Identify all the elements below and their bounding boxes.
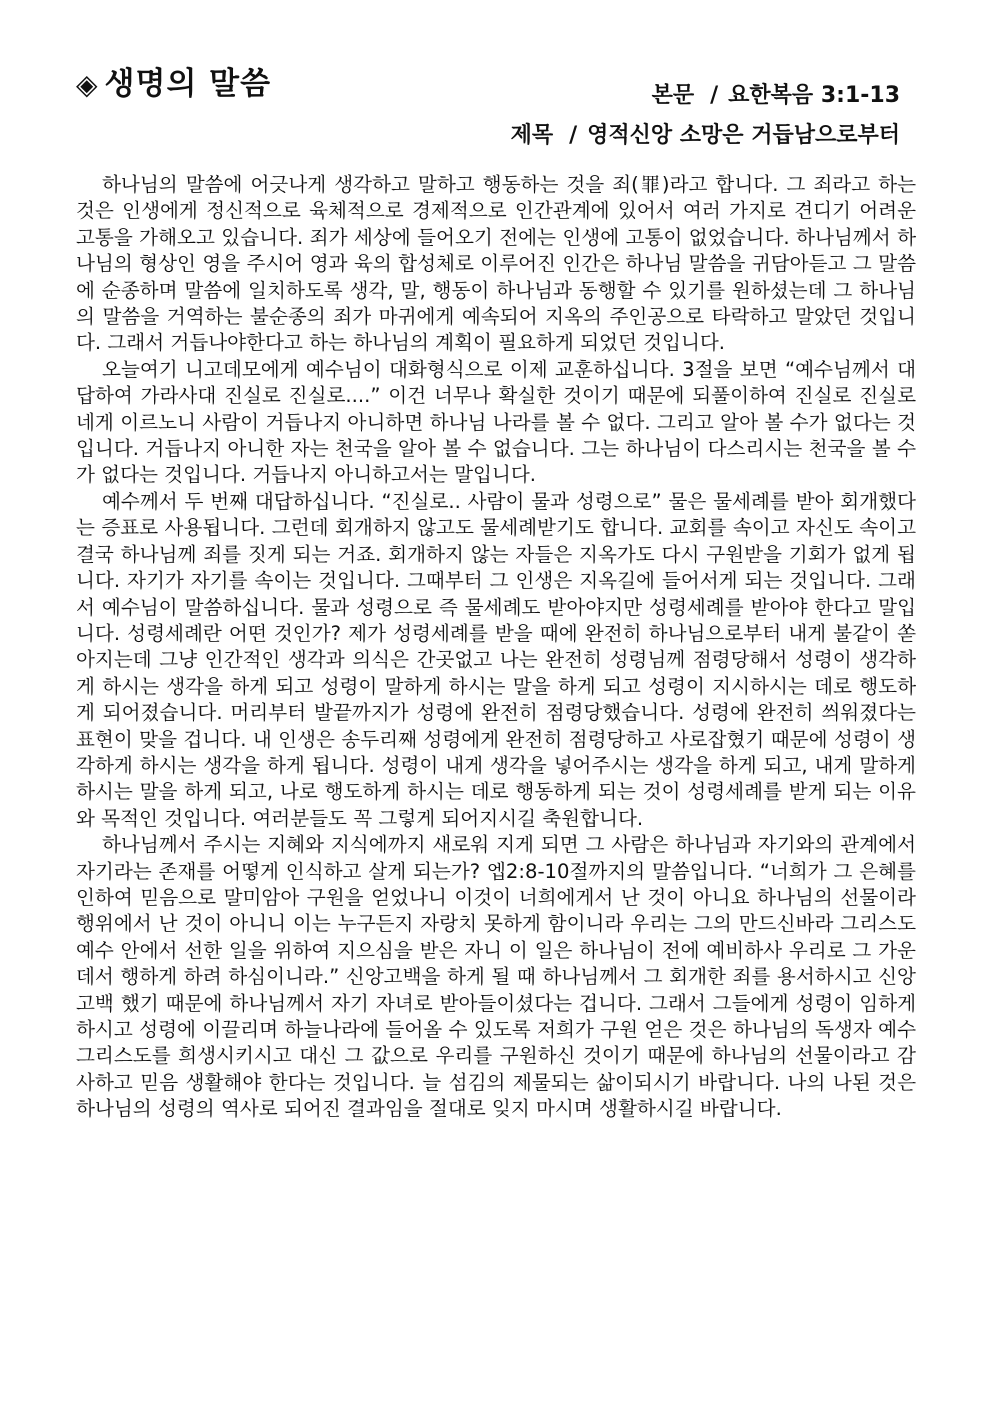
passage-value: 요한복음 3:1-13 <box>728 83 900 108</box>
scripture-passage <box>652 78 900 109</box>
passage-label: 본문 <box>651 83 695 108</box>
paragraph-1: 하나님의 말씀에 어긋나게 생각하고 말하고 행동하는 것을 죄(罪)라고 합니다. 그 죄라고 하는 것은 인생에게 정신적으로 육체적으로 경제적으로 인간관계에 있어서 여러 가지로 견디기 어려운 고통을 가해오고 있습니다. 죄가 세상에 들어오기 전에는 인생에 고통이 없었습니다. 하나님께서 하나님의 형상인 영을 주시어 영과 육의 합성체로 이루어진 인간은 하나님 말씀을 귀담아듣고 그 말씀에 순종하며 말씀에 일치하도록 생각, 말, 행동이 하나님과 동행할 수 있기를 원하셨는데 그 하나님의 말씀을 거역하는 불순종의 죄가 마귀에게 예속되어 지옥의 주인공으로 타락하고 말았던 것입니다. 그래서 거듭나야한다고 하는 하나님의 계획이 필요하게 되었던 것입니다. <box>76 173 916 355</box>
subject-value: 영적신앙 소망은 거듭남으로부터 <box>587 123 900 148</box>
paragraph-3: 예수께서 두 번째 대답하십니다. “진실로.. 사람이 물과 성령으로” 물은 물세례를 받아 회개했다는 증표로 사용됩니다. 그런데 회개하지 않고도 물세례받기도 합니다. 교회를 속이고 자신도 속이고 결국 하나님께 죄를 짓게 되는 거죠. 회개하지 않는 자들은 지옥가도 다시 구원받을 기회가 없게 됩니다. 자기가 자기를 속이는 것입니다. 그때부터 그 인생은 지옥길에 들어서게 되는 것입니다. 그래서 예수님이 말씀하십니다. 물과 성령으로 즉 물세례도 받아야지만 성령세례를 받아야 한다고 말입니다. 성령세례란 어떤 것인가? 제가 성령세례를 받을 때에 완전히 하나님으로부터 내게 불같이 쏟아지는데 그냥 인간적인 생각과 의식은 간곳없고 나는 완전히 성령님께 점령당해서 성령이 생각하게 하시는 생각을 하게 되고 성령이 말하게 하시는 말을 하게 되고 성령이 지시하시는 데로 행도하게 되어졌습니다. 머리부터 발끝까지가 성령에 완전히 점령당했습니다. 성령에 완전히 씌워졌다는 표현이 맞을 겁니다. 내 인생은 송두리째 성령에게 완전히 점령당하고 사로잡혔기 때문에 성령이 생각하게 하시는 생각을 하게 됩니다. 성령이 내게 생각을 넣어주시는 생각을 하게 되고, 내게 말하게 하시는 말을 하게 되고, 나로 행도하게 하시는 데로 행동하게 되는 것이 성령세례를 받게 되는 이유와 목적인 것입니다. 여러분들도 꼭 그렇게 되어지시길 축원합니다. <box>76 489 916 830</box>
document-title <box>76 58 271 103</box>
sermon-subject <box>511 118 900 149</box>
diamond-icon: ◈ <box>76 68 99 101</box>
subject-separator: / <box>569 123 578 148</box>
paragraph-4: 하나님께서 주시는 지혜와 지식에까지 새로워 지게 되면 그 사람은 하나님과 자기와의 관계에서 자기라는 존재를 어떻게 인식하고 살게 되는가? 엡2:8-10절까지의 말씀입니다. “너희가 그 은혜를 인하여 믿음으로 말미암아 구원을 얻었나니 이것이 너희에게서 난 것이 아니요 하나님의 선물이라 행위에서 난 것이 아니니 이는 누구든지 자랑치 못하게 함이니라 우리는 그의 만드신바라 그리스도 예수 안에서 선한 일을 위하여 지으심을 받은 자니 이 일은 하나님이 전에 예비하사 우리로 그 가운데서 행하게 하려 하심이니라.” 신앙고백을 하게 될 때 하나님께서 그 회개한 죄를 용서하시고 신앙고백 했기 때문에 하나님께서 자기 자녀로 받아들이셨다는 겁니다. 그래서 그들에게 성령이 임하게 하시고 성령에 이끌리며 하늘나라에 들어올 수 있도록 저희가 구원 얻은 것은 하나님의 독생자 예수 그리스도를 희생시키시고 대신 그 값으로 우리를 구원하신 것이기 때문에 하나님의 선물이라고 감사하고 믿음 생활해야 한다는 것입니다. 늘 섬김의 제물되는 삶이되시기 바랍니다. 나의 나된 것은 하나님의 성령의 역사로 되어진 결과임을 절대로 잊지 마시며 생활하시길 바랍니다. <box>76 833 916 1121</box>
passage-separator: / <box>710 83 719 108</box>
title-text: 생명의 말씀 <box>104 66 272 102</box>
paragraph-2: 오늘여기 니고데모에게 예수님이 대화형식으로 이제 교훈하십니다. 3절을 보면 “예수님께서 대답하여 가라사대 진실로 진실로....” 이건 너무나 확실한 것이기 때문에 되풀이하여 진실로 진실로 네게 이르노니 사람이 거듭나지 아니하면 하나님 나라를 볼 수 없다. 그리고 알아 볼 수가 없다는 것입니다. 거듭나지 아니한 자는 천국을 알아 볼 수 없습니다. 그는 하나님이 다스리시는 천국을 볼 수가 없다는 것입니다. 거듭나지 아니하고서는 말입니다. <box>76 357 916 487</box>
sermon-body <box>76 172 916 1123</box>
subject-label: 제목 <box>510 123 554 148</box>
